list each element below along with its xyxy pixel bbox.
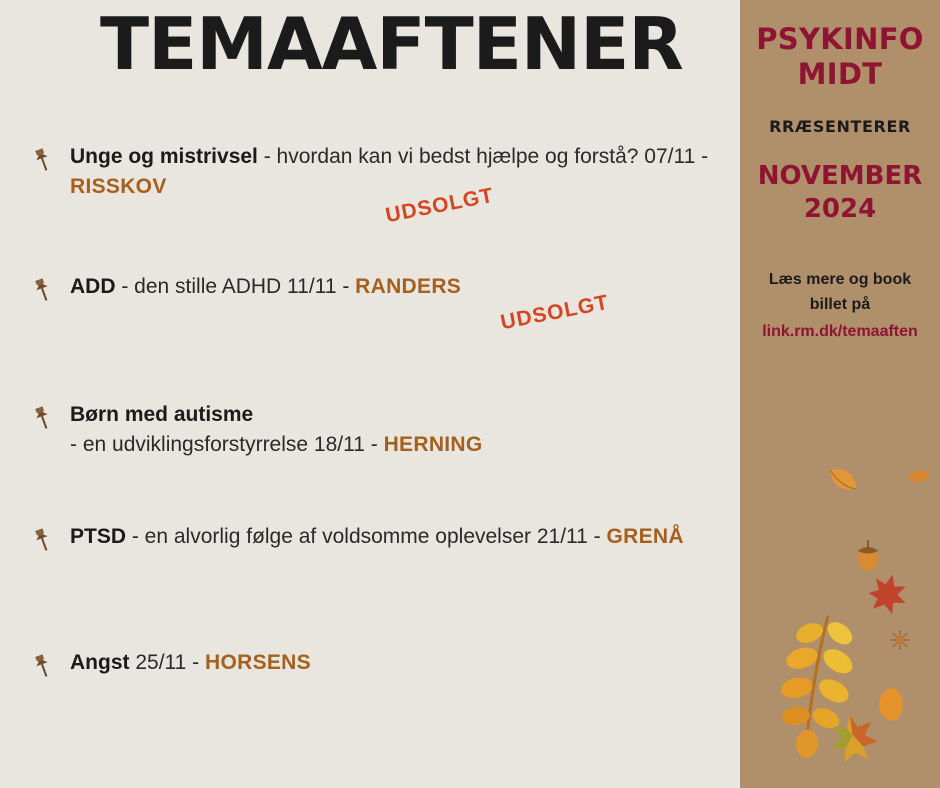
- list-item: [0, 272, 740, 335]
- pushpin-icon: [28, 276, 58, 306]
- poster-sidebar: [740, 0, 940, 788]
- event-text: [70, 142, 740, 202]
- month-label: NOVEMBER: [757, 160, 923, 191]
- status-badge: UDSOLGT: [383, 183, 496, 228]
- event-description: 25/11 -: [129, 651, 205, 674]
- pushpin-icon: [28, 526, 58, 556]
- pushpin-icon: [28, 146, 58, 176]
- list-item: [0, 522, 740, 582]
- event-place: HERNING: [383, 432, 483, 456]
- booking-link[interactable]: link.rm.dk/temaaften: [762, 322, 918, 340]
- list-item: [0, 400, 740, 460]
- event-text: [70, 400, 740, 460]
- event-text: [70, 272, 740, 302]
- event-title: PTSD: [70, 525, 127, 548]
- booking-info: [740, 268, 940, 344]
- event-text: [70, 522, 740, 552]
- event-place: RANDERS: [355, 275, 462, 298]
- event-place: HORSENS: [205, 651, 311, 674]
- event-description: - hvordan kan vi bedst hjælpe og forstå? 07/11 -: [257, 145, 709, 168]
- year-label: 2024: [803, 194, 877, 225]
- event-description: - den stille ADHD 11/11 -: [115, 275, 356, 298]
- brand-name: [740, 22, 940, 93]
- event-title: Unge og mistrivsel: [70, 145, 258, 168]
- pushpin-icon: [28, 652, 58, 682]
- page-title: TEMAAFTENER: [100, 2, 683, 86]
- booking-text: Læs mere og book billet på: [768, 271, 912, 314]
- date-block: [740, 160, 940, 227]
- event-title: Angst: [70, 651, 130, 674]
- brand-line-2: MIDT: [797, 57, 883, 92]
- event-description: - en udviklingsforstyrrelse 18/11 -: [70, 432, 384, 456]
- status-badge: UDSOLGT: [498, 290, 611, 335]
- list-item: [0, 648, 740, 708]
- event-title: Børn med autisme: [70, 403, 254, 426]
- presents-label: RRÆSENTERER: [769, 116, 911, 136]
- pushpin-icon: [28, 404, 58, 434]
- brand-line-1: PSYKINFO: [756, 22, 924, 56]
- event-title: ADD: [70, 275, 116, 298]
- event-place: RISSKOV: [70, 174, 167, 198]
- event-description: - en alvorlig følge af voldsomme oplevelser 21/11 -: [126, 525, 607, 548]
- event-place: GRENÅ: [606, 525, 684, 548]
- event-text: [70, 648, 740, 678]
- list-item: [0, 142, 740, 228]
- event-list: [0, 138, 740, 708]
